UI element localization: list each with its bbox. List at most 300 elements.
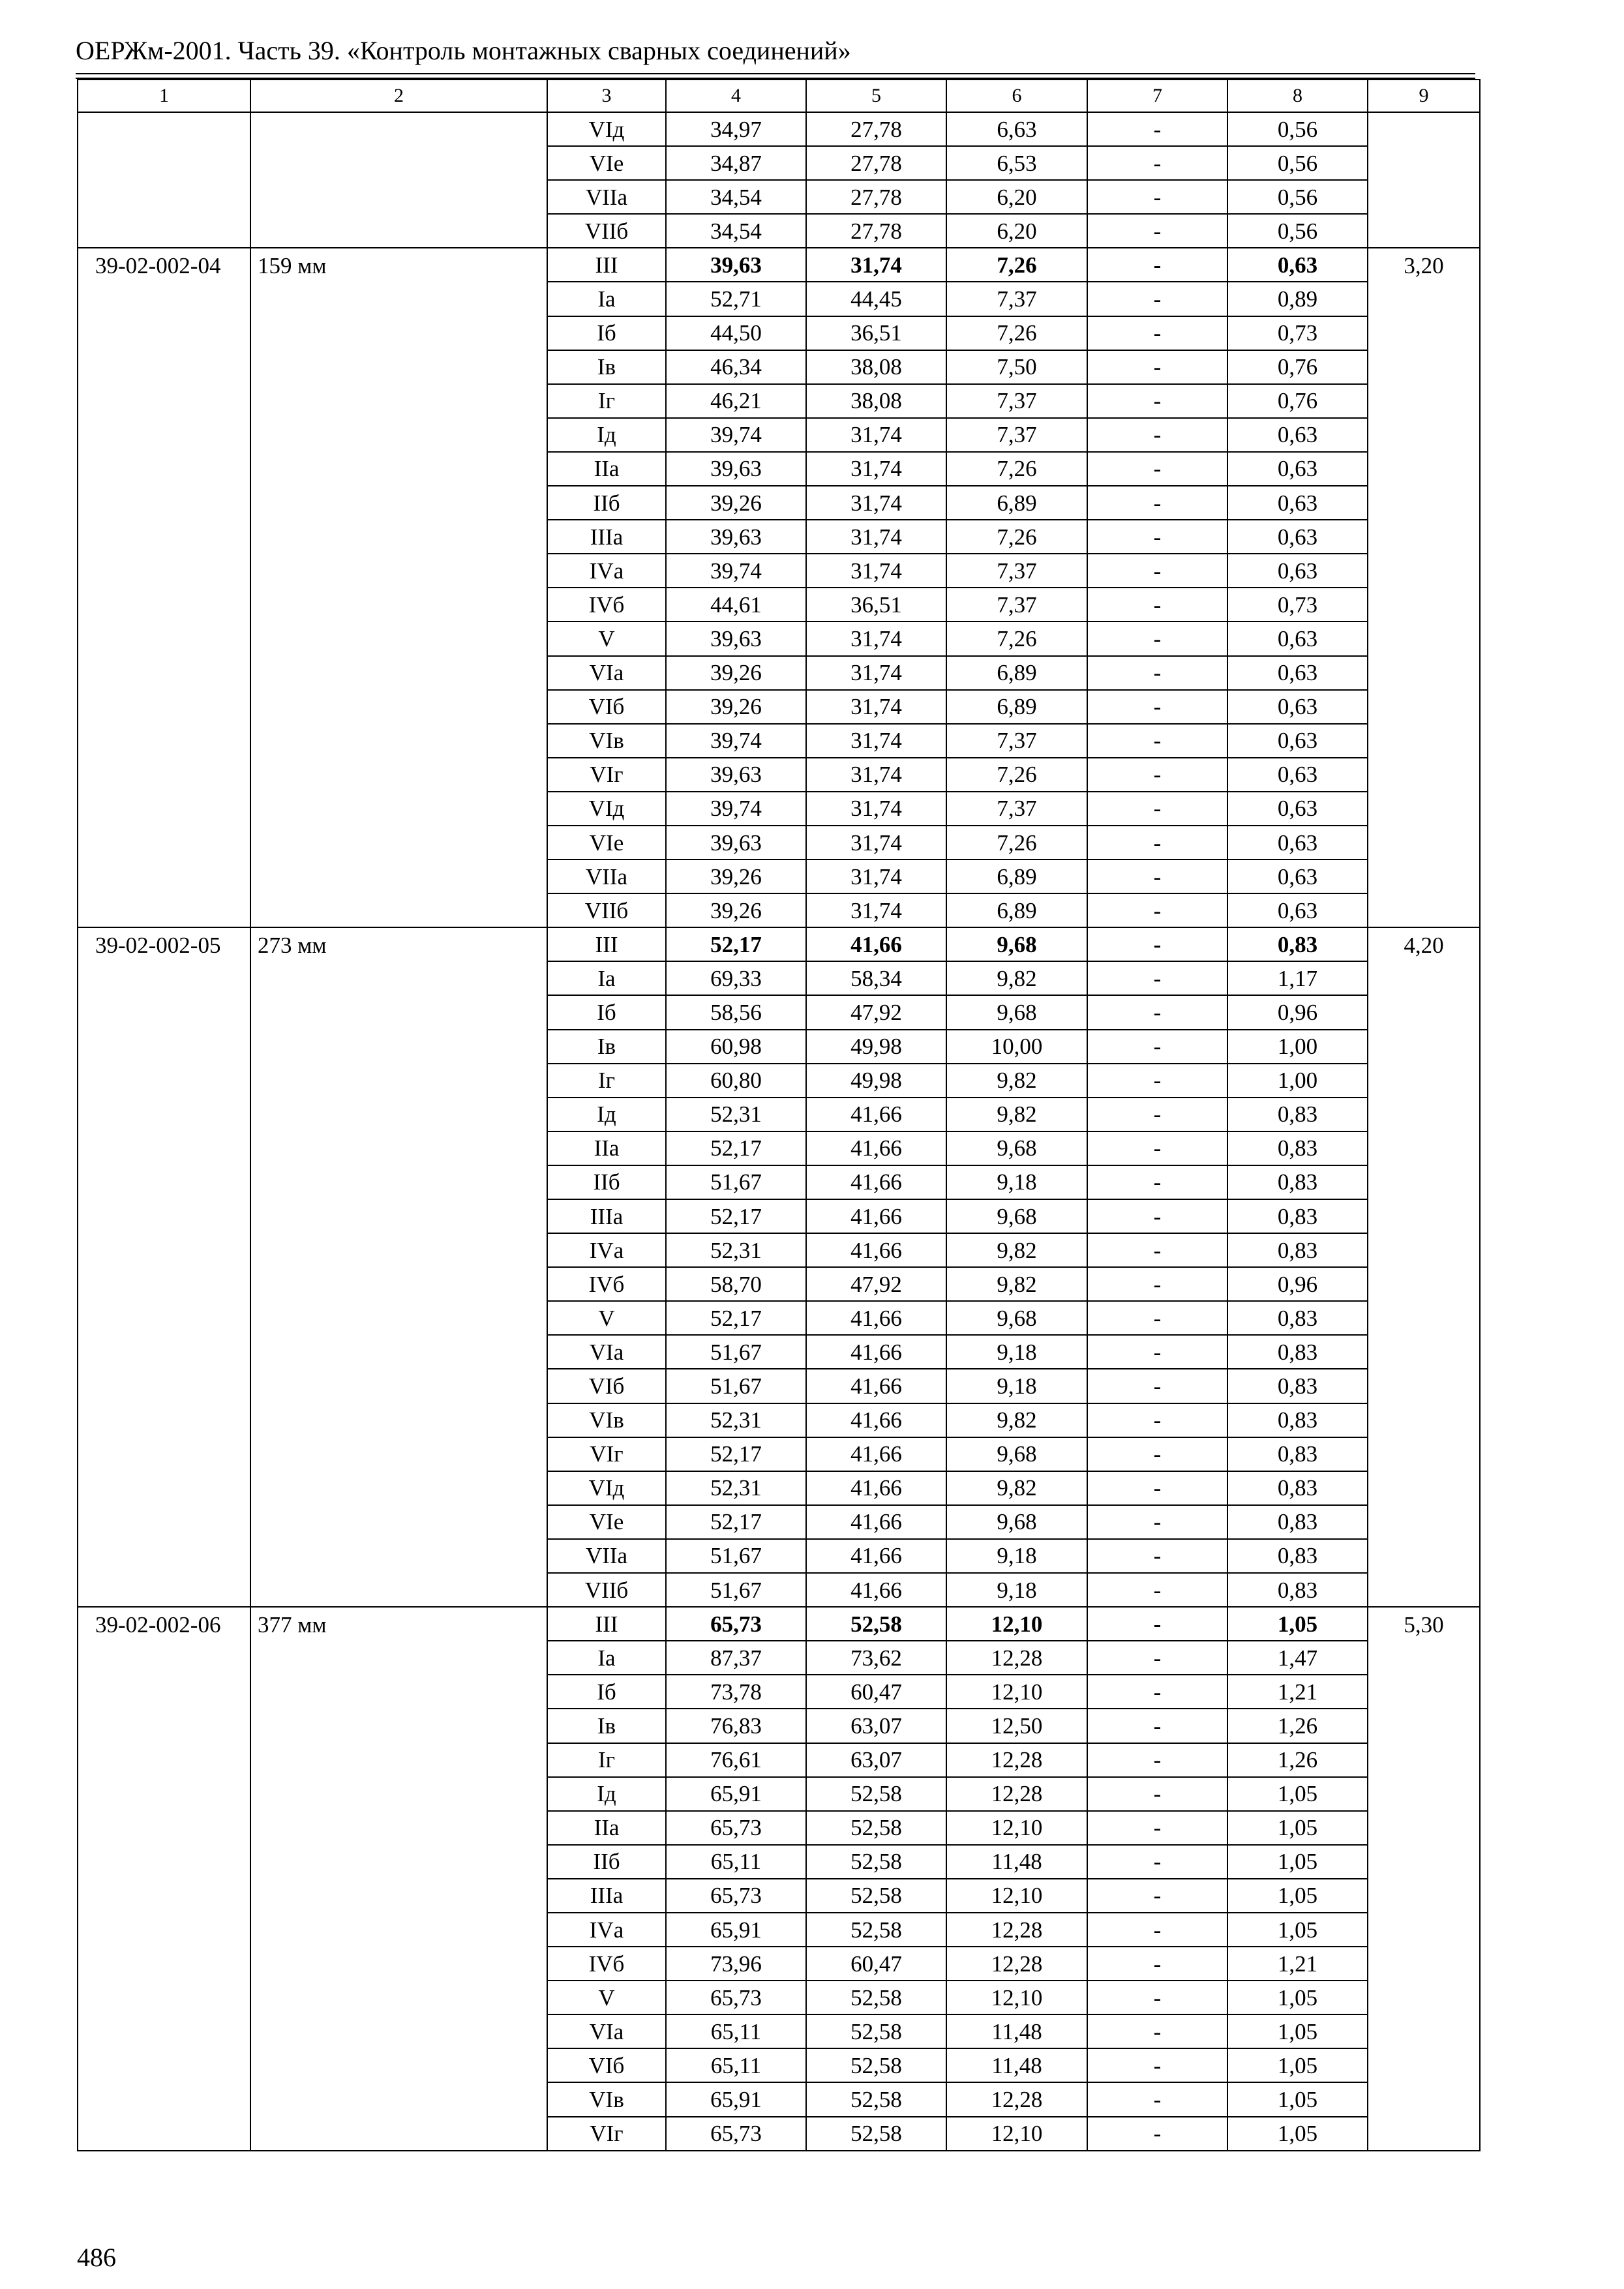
wage-cost-cell: 41,66 <box>806 1233 946 1267</box>
machine-cost-cell: 12,28 <box>946 1743 1087 1777</box>
machine-cost-cell: 7,26 <box>946 520 1087 554</box>
total-cost-cell: 73,96 <box>666 1947 806 1981</box>
materials-cost-cell: 1,26 <box>1227 1743 1368 1777</box>
machine-wage-cell: - <box>1087 418 1227 452</box>
total-cost-cell: 39,63 <box>666 452 806 486</box>
machine-wage-cell: - <box>1087 180 1227 214</box>
materials-cost-cell: 0,63 <box>1227 893 1368 927</box>
category-cell: VIIа <box>547 860 666 893</box>
total-cost-cell: 76,61 <box>666 1743 806 1777</box>
machine-cost-cell: 12,28 <box>946 1947 1087 1981</box>
total-cost-cell: 65,73 <box>666 1879 806 1913</box>
total-cost-cell: 39,26 <box>666 893 806 927</box>
machine-cost-cell: 7,26 <box>946 758 1087 792</box>
machine-wage-cell: - <box>1087 112 1227 146</box>
wage-cost-cell: 52,58 <box>806 1981 946 2014</box>
category-cell: VIа <box>547 1335 666 1369</box>
machine-cost-cell: 12,50 <box>946 1709 1087 1743</box>
category-cell: VIIб <box>547 214 666 248</box>
machine-cost-cell: 9,82 <box>946 1233 1087 1267</box>
materials-cost-cell: 1,05 <box>1227 1913 1368 1947</box>
table-row <box>78 927 1480 961</box>
category-cell: Iб <box>547 316 666 350</box>
machine-wage-cell: - <box>1087 2117 1227 2151</box>
category-cell: V <box>547 1981 666 2014</box>
materials-cost-cell: 0,83 <box>1227 1437 1368 1471</box>
machine-wage-cell: - <box>1087 1845 1227 1879</box>
machine-cost-cell: 6,63 <box>946 112 1087 146</box>
total-cost-cell: 39,26 <box>666 656 806 690</box>
machine-wage-cell: - <box>1087 1777 1227 1811</box>
category-cell: VIв <box>547 1403 666 1437</box>
materials-cost-cell: 0,63 <box>1227 554 1368 588</box>
wage-cost-cell: 52,58 <box>806 2082 946 2116</box>
machine-wage-cell: - <box>1087 554 1227 588</box>
category-cell: IIб <box>547 486 666 520</box>
column-number: 3 <box>547 80 666 112</box>
machine-cost-cell: 12,28 <box>946 1777 1087 1811</box>
wage-cost-cell: 52,58 <box>806 2117 946 2151</box>
machine-wage-cell: - <box>1087 1981 1227 2014</box>
category-cell: Iд <box>547 418 666 452</box>
wage-cost-cell: 27,78 <box>806 180 946 214</box>
pipe-diameter: 377 мм <box>250 1607 547 2151</box>
machine-cost-cell: 12,10 <box>946 1675 1087 1709</box>
wage-cost-cell: 31,74 <box>806 860 946 893</box>
materials-cost-cell: 1,00 <box>1227 1064 1368 1098</box>
machine-wage-cell: - <box>1087 1675 1227 1709</box>
materials-cost-cell: 0,56 <box>1227 214 1368 248</box>
category-cell: Iг <box>547 384 666 418</box>
pipe-diameter: 273 мм <box>250 927 547 1607</box>
materials-cost-cell: 0,63 <box>1227 860 1368 893</box>
column-number: 5 <box>806 80 946 112</box>
machine-wage-cell: - <box>1087 1607 1227 1641</box>
wage-cost-cell: 52,58 <box>806 2048 946 2082</box>
wage-cost-cell: 41,66 <box>806 1335 946 1369</box>
machine-wage-cell: - <box>1087 520 1227 554</box>
table-row <box>78 112 1480 146</box>
machine-cost-cell: 7,26 <box>946 248 1087 282</box>
category-cell: VIе <box>547 1505 666 1539</box>
category-cell: VIб <box>547 690 666 724</box>
machine-cost-cell: 9,82 <box>946 1403 1087 1437</box>
total-cost-cell: 39,74 <box>666 554 806 588</box>
total-cost-cell: 51,67 <box>666 1369 806 1403</box>
wage-cost-cell: 52,58 <box>806 1913 946 1947</box>
category-cell: IIIа <box>547 1199 666 1233</box>
total-cost-cell: 52,31 <box>666 1403 806 1437</box>
machine-cost-cell: 7,37 <box>946 792 1087 826</box>
total-cost-cell: 39,63 <box>666 826 806 860</box>
category-cell: III <box>547 248 666 282</box>
machine-cost-cell: 6,53 <box>946 146 1087 180</box>
category-cell: VIе <box>547 146 666 180</box>
materials-cost-cell: 1,05 <box>1227 1811 1368 1845</box>
machine-cost-cell: 9,18 <box>946 1573 1087 1607</box>
machine-wage-cell: - <box>1087 384 1227 418</box>
category-cell: IVа <box>547 554 666 588</box>
wage-cost-cell: 31,74 <box>806 520 946 554</box>
machine-wage-cell: - <box>1087 724 1227 758</box>
column-number: 7 <box>1087 80 1227 112</box>
wage-cost-cell: 41,66 <box>806 1471 946 1505</box>
wage-cost-cell: 58,34 <box>806 961 946 995</box>
category-cell: IVб <box>547 588 666 621</box>
machine-cost-cell: 12,10 <box>946 1607 1087 1641</box>
machine-cost-cell: 9,18 <box>946 1165 1087 1199</box>
machine-wage-cell: - <box>1087 1947 1227 1981</box>
category-cell: IVб <box>547 1947 666 1981</box>
machine-wage-cell: - <box>1087 1641 1227 1675</box>
total-cost-cell: 52,31 <box>666 1233 806 1267</box>
wage-cost-cell: 52,58 <box>806 2014 946 2048</box>
category-cell: VIIб <box>547 1573 666 1607</box>
wage-cost-cell: 41,66 <box>806 1199 946 1233</box>
category-cell: VIг <box>547 2117 666 2151</box>
machine-wage-cell: - <box>1087 214 1227 248</box>
column-number: 1 <box>78 80 250 112</box>
wage-cost-cell: 31,74 <box>806 656 946 690</box>
total-cost-cell: 51,67 <box>666 1539 806 1573</box>
machine-wage-cell: - <box>1087 656 1227 690</box>
machine-wage-cell: - <box>1087 2082 1227 2116</box>
machine-wage-cell: - <box>1087 1267 1227 1301</box>
category-cell: VIд <box>547 112 666 146</box>
machine-wage-cell: - <box>1087 1505 1227 1539</box>
machine-cost-cell: 12,10 <box>946 2117 1087 2151</box>
category-cell: Iв <box>547 1709 666 1743</box>
machine-cost-cell: 9,68 <box>946 1131 1087 1165</box>
wage-cost-cell: 52,58 <box>806 1879 946 1913</box>
wage-cost-cell: 36,51 <box>806 316 946 350</box>
category-cell: VIг <box>547 758 666 792</box>
category-cell: IVб <box>547 1267 666 1301</box>
wage-cost-cell: 73,62 <box>806 1641 946 1675</box>
materials-cost-cell: 0,83 <box>1227 1233 1368 1267</box>
machine-wage-cell: - <box>1087 1301 1227 1335</box>
machine-cost-cell: 9,82 <box>946 1267 1087 1301</box>
machine-wage-cell: - <box>1087 621 1227 655</box>
total-cost-cell: 39,63 <box>666 520 806 554</box>
total-cost-cell: 65,91 <box>666 1777 806 1811</box>
table-row <box>78 1607 1480 1641</box>
wage-cost-cell: 60,47 <box>806 1947 946 1981</box>
wage-cost-cell: 52,58 <box>806 1777 946 1811</box>
category-cell: Iг <box>547 1064 666 1098</box>
materials-cost-cell: 0,83 <box>1227 1335 1368 1369</box>
machine-wage-cell: - <box>1087 146 1227 180</box>
wage-cost-cell: 31,74 <box>806 554 946 588</box>
total-cost-cell: 39,63 <box>666 758 806 792</box>
materials-cost-cell: 1,00 <box>1227 1030 1368 1064</box>
header-rule-top <box>76 73 1475 74</box>
machine-wage-cell: - <box>1087 1573 1227 1607</box>
materials-cost-cell: 0,63 <box>1227 486 1368 520</box>
machine-wage-cell: - <box>1087 1539 1227 1573</box>
machine-cost-cell: 6,89 <box>946 690 1087 724</box>
machine-cost-cell: 7,26 <box>946 452 1087 486</box>
machine-wage-cell: - <box>1087 1131 1227 1165</box>
category-cell: IIа <box>547 1811 666 1845</box>
norm-code: 39-02-002-04 <box>78 248 250 927</box>
wage-cost-cell: 31,74 <box>806 486 946 520</box>
machine-cost-cell: 9,82 <box>946 1064 1087 1098</box>
category-cell: VIв <box>547 2082 666 2116</box>
category-cell: Iа <box>547 282 666 316</box>
total-cost-cell: 39,63 <box>666 248 806 282</box>
machine-cost-cell: 7,26 <box>946 826 1087 860</box>
machine-cost-cell: 7,37 <box>946 282 1087 316</box>
machine-wage-cell: - <box>1087 826 1227 860</box>
total-cost-cell: 44,50 <box>666 316 806 350</box>
materials-cost-cell: 0,63 <box>1227 248 1368 282</box>
materials-cost-cell: 0,63 <box>1227 452 1368 486</box>
machine-wage-cell: - <box>1087 961 1227 995</box>
total-cost-cell: 39,74 <box>666 792 806 826</box>
wage-cost-cell: 27,78 <box>806 112 946 146</box>
materials-cost-cell: 1,05 <box>1227 2117 1368 2151</box>
category-cell: Iб <box>547 1675 666 1709</box>
materials-cost-cell: 0,63 <box>1227 758 1368 792</box>
materials-cost-cell: 1,05 <box>1227 2082 1368 2116</box>
labor-rate <box>1368 112 1480 248</box>
total-cost-cell: 39,26 <box>666 860 806 893</box>
machine-cost-cell: 7,37 <box>946 724 1087 758</box>
materials-cost-cell: 0,73 <box>1227 588 1368 621</box>
materials-cost-cell: 0,83 <box>1227 1539 1368 1573</box>
materials-cost-cell: 0,83 <box>1227 1471 1368 1505</box>
machine-wage-cell: - <box>1087 350 1227 384</box>
total-cost-cell: 34,97 <box>666 112 806 146</box>
category-cell: VIIа <box>547 180 666 214</box>
machine-cost-cell: 9,82 <box>946 1098 1087 1131</box>
total-cost-cell: 34,54 <box>666 214 806 248</box>
wage-cost-cell: 52,58 <box>806 1811 946 1845</box>
total-cost-cell: 52,71 <box>666 282 806 316</box>
machine-wage-cell: - <box>1087 995 1227 1029</box>
wage-cost-cell: 31,74 <box>806 826 946 860</box>
norms-table <box>77 79 1481 2151</box>
column-number: 6 <box>946 80 1087 112</box>
machine-wage-cell: - <box>1087 1233 1227 1267</box>
machine-wage-cell: - <box>1087 2014 1227 2048</box>
category-cell: VIб <box>547 1369 666 1403</box>
total-cost-cell: 52,17 <box>666 1301 806 1335</box>
category-cell: IIб <box>547 1165 666 1199</box>
total-cost-cell: 87,37 <box>666 1641 806 1675</box>
total-cost-cell: 65,73 <box>666 1811 806 1845</box>
category-cell: VIб <box>547 2048 666 2082</box>
materials-cost-cell: 0,83 <box>1227 1403 1368 1437</box>
machine-wage-cell: - <box>1087 1098 1227 1131</box>
total-cost-cell: 60,80 <box>666 1064 806 1098</box>
machine-cost-cell: 9,68 <box>946 1437 1087 1471</box>
category-cell: III <box>547 1607 666 1641</box>
wage-cost-cell: 41,66 <box>806 1098 946 1131</box>
category-cell: IIа <box>547 452 666 486</box>
materials-cost-cell: 0,63 <box>1227 724 1368 758</box>
labor-rate: 5,30 <box>1368 1607 1480 2151</box>
labor-rate: 3,20 <box>1368 248 1480 927</box>
materials-cost-cell: 0,83 <box>1227 1098 1368 1131</box>
materials-cost-cell: 0,63 <box>1227 621 1368 655</box>
machine-cost-cell: 9,68 <box>946 1505 1087 1539</box>
category-cell: VIд <box>547 792 666 826</box>
column-number: 8 <box>1227 80 1368 112</box>
category-cell: V <box>547 1301 666 1335</box>
materials-cost-cell: 0,83 <box>1227 1573 1368 1607</box>
machine-cost-cell: 6,89 <box>946 486 1087 520</box>
machine-cost-cell: 12,28 <box>946 1913 1087 1947</box>
wage-cost-cell: 49,98 <box>806 1030 946 1064</box>
wage-cost-cell: 41,66 <box>806 1301 946 1335</box>
machine-cost-cell: 9,68 <box>946 1301 1087 1335</box>
total-cost-cell: 69,33 <box>666 961 806 995</box>
total-cost-cell: 65,73 <box>666 1981 806 2014</box>
machine-cost-cell: 7,26 <box>946 316 1087 350</box>
total-cost-cell: 65,91 <box>666 1913 806 1947</box>
wage-cost-cell: 60,47 <box>806 1675 946 1709</box>
machine-cost-cell: 6,20 <box>946 214 1087 248</box>
column-number: 2 <box>250 80 547 112</box>
materials-cost-cell: 0,83 <box>1227 1301 1368 1335</box>
category-cell: VIд <box>547 1471 666 1505</box>
machine-cost-cell: 7,50 <box>946 350 1087 384</box>
machine-cost-cell: 9,82 <box>946 961 1087 995</box>
total-cost-cell: 65,73 <box>666 2117 806 2151</box>
machine-cost-cell: 12,10 <box>946 1879 1087 1913</box>
wage-cost-cell: 41,66 <box>806 1131 946 1165</box>
machine-wage-cell: - <box>1087 1064 1227 1098</box>
machine-wage-cell: - <box>1087 1165 1227 1199</box>
wage-cost-cell: 41,66 <box>806 1505 946 1539</box>
materials-cost-cell: 0,73 <box>1227 316 1368 350</box>
materials-cost-cell: 0,83 <box>1227 1505 1368 1539</box>
machine-wage-cell: - <box>1087 1369 1227 1403</box>
machine-cost-cell: 9,18 <box>946 1335 1087 1369</box>
materials-cost-cell: 1,05 <box>1227 1981 1368 2014</box>
materials-cost-cell: 1,21 <box>1227 1947 1368 1981</box>
machine-cost-cell: 9,68 <box>946 1199 1087 1233</box>
total-cost-cell: 65,11 <box>666 1845 806 1879</box>
machine-wage-cell: - <box>1087 1879 1227 1913</box>
wage-cost-cell: 31,74 <box>806 792 946 826</box>
materials-cost-cell: 0,76 <box>1227 350 1368 384</box>
materials-cost-cell: 0,96 <box>1227 1267 1368 1301</box>
category-cell: Iд <box>547 1777 666 1811</box>
labor-rate: 4,20 <box>1368 927 1480 1607</box>
total-cost-cell: 58,56 <box>666 995 806 1029</box>
machine-cost-cell: 9,18 <box>946 1539 1087 1573</box>
wage-cost-cell: 52,58 <box>806 1845 946 1879</box>
materials-cost-cell: 1,05 <box>1227 1777 1368 1811</box>
category-cell: Iб <box>547 995 666 1029</box>
total-cost-cell: 76,83 <box>666 1709 806 1743</box>
machine-cost-cell: 12,10 <box>946 1811 1087 1845</box>
category-cell: IIIа <box>547 1879 666 1913</box>
machine-cost-cell: 7,37 <box>946 418 1087 452</box>
machine-wage-cell: - <box>1087 486 1227 520</box>
category-cell: Iа <box>547 961 666 995</box>
machine-wage-cell: - <box>1087 1335 1227 1369</box>
total-cost-cell: 52,17 <box>666 1505 806 1539</box>
wage-cost-cell: 47,92 <box>806 1267 946 1301</box>
category-cell: VIIб <box>547 893 666 927</box>
machine-cost-cell: 12,28 <box>946 2082 1087 2116</box>
machine-wage-cell: - <box>1087 282 1227 316</box>
machine-wage-cell: - <box>1087 1471 1227 1505</box>
wage-cost-cell: 47,92 <box>806 995 946 1029</box>
total-cost-cell: 44,61 <box>666 588 806 621</box>
machine-cost-cell: 11,48 <box>946 2014 1087 2048</box>
wage-cost-cell: 27,78 <box>806 214 946 248</box>
wage-cost-cell: 63,07 <box>806 1743 946 1777</box>
category-cell: Iв <box>547 350 666 384</box>
total-cost-cell: 52,31 <box>666 1471 806 1505</box>
total-cost-cell: 60,98 <box>666 1030 806 1064</box>
category-cell: Iа <box>547 1641 666 1675</box>
total-cost-cell: 58,70 <box>666 1267 806 1301</box>
wage-cost-cell: 31,74 <box>806 452 946 486</box>
wage-cost-cell: 27,78 <box>806 146 946 180</box>
materials-cost-cell: 0,63 <box>1227 418 1368 452</box>
total-cost-cell: 51,67 <box>666 1335 806 1369</box>
page-number: 486 <box>77 2243 116 2272</box>
wage-cost-cell: 31,74 <box>806 724 946 758</box>
machine-cost-cell: 6,89 <box>946 656 1087 690</box>
machine-wage-cell: - <box>1087 1199 1227 1233</box>
wage-cost-cell: 31,74 <box>806 893 946 927</box>
materials-cost-cell: 0,89 <box>1227 282 1368 316</box>
category-cell: VIа <box>547 656 666 690</box>
machine-cost-cell: 7,37 <box>946 588 1087 621</box>
machine-cost-cell: 11,48 <box>946 2048 1087 2082</box>
wage-cost-cell: 63,07 <box>806 1709 946 1743</box>
machine-wage-cell: - <box>1087 758 1227 792</box>
machine-cost-cell: 9,82 <box>946 1471 1087 1505</box>
category-cell: Iг <box>547 1743 666 1777</box>
total-cost-cell: 65,73 <box>666 1607 806 1641</box>
total-cost-cell: 73,78 <box>666 1675 806 1709</box>
category-cell: IIIа <box>547 520 666 554</box>
materials-cost-cell: 0,63 <box>1227 826 1368 860</box>
wage-cost-cell: 31,74 <box>806 248 946 282</box>
wage-cost-cell: 41,66 <box>806 927 946 961</box>
total-cost-cell: 52,17 <box>666 927 806 961</box>
machine-wage-cell: - <box>1087 316 1227 350</box>
column-number: 9 <box>1368 80 1480 112</box>
category-cell: IVа <box>547 1233 666 1267</box>
machine-cost-cell: 6,20 <box>946 180 1087 214</box>
wage-cost-cell: 52,58 <box>806 1607 946 1641</box>
machine-wage-cell: - <box>1087 893 1227 927</box>
machine-cost-cell: 6,89 <box>946 893 1087 927</box>
machine-cost-cell: 9,68 <box>946 927 1087 961</box>
materials-cost-cell: 0,83 <box>1227 1199 1368 1233</box>
materials-cost-cell: 1,05 <box>1227 2048 1368 2082</box>
materials-cost-cell: 1,05 <box>1227 1879 1368 1913</box>
machine-wage-cell: - <box>1087 1709 1227 1743</box>
wage-cost-cell: 41,66 <box>806 1369 946 1403</box>
category-cell: V <box>547 621 666 655</box>
machine-cost-cell: 6,89 <box>946 860 1087 893</box>
total-cost-cell: 65,11 <box>666 2014 806 2048</box>
total-cost-cell: 51,67 <box>666 1165 806 1199</box>
total-cost-cell: 39,63 <box>666 621 806 655</box>
machine-wage-cell: - <box>1087 588 1227 621</box>
wage-cost-cell: 31,74 <box>806 621 946 655</box>
